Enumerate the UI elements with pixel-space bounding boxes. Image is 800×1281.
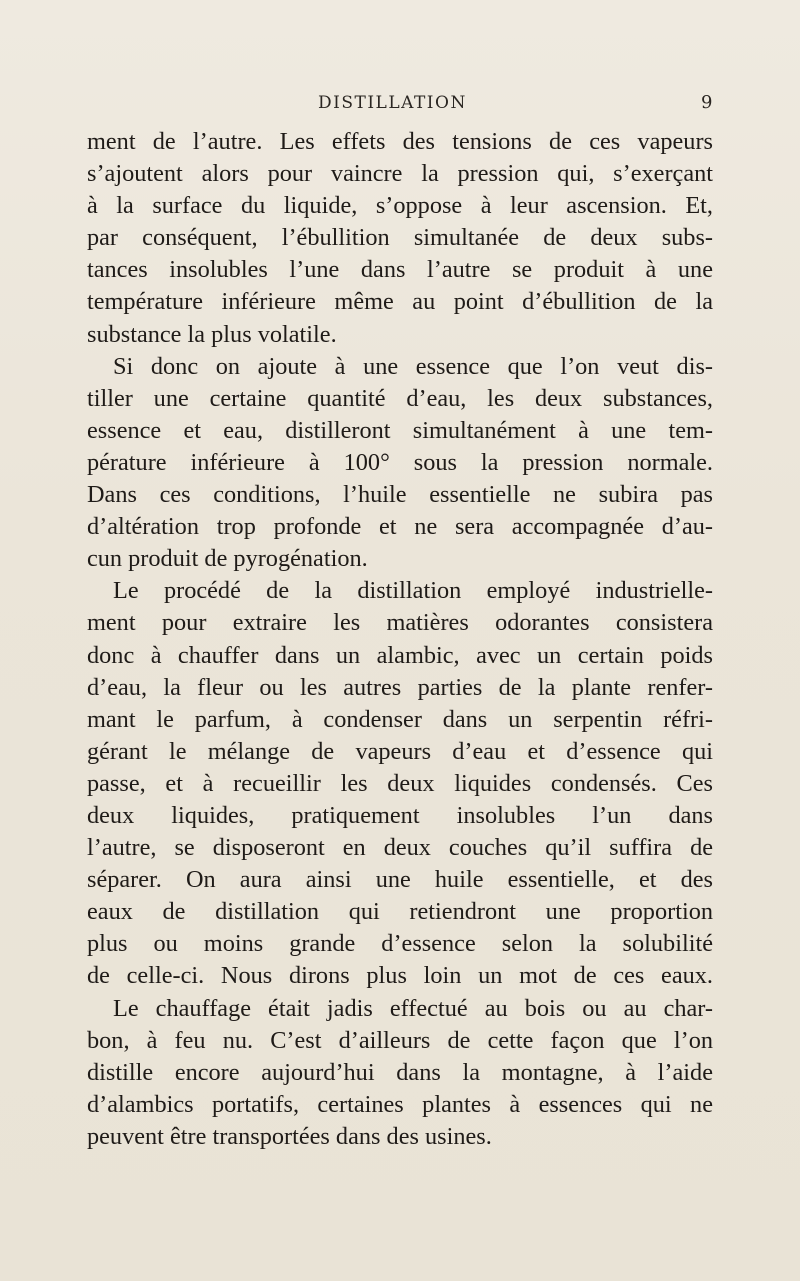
text-line: substance la plus volatile.	[87, 320, 337, 348]
text-line: Dans ces conditions, l’huile essentielle ne subira pas	[87, 481, 713, 509]
text-line: séparer. On aura ainsi une huile essentielle, et des	[87, 866, 713, 894]
text-line: d’altération trop profonde et ne sera accompagnée d’au-	[87, 513, 713, 541]
text-line: Le chauffage était jadis effectué au bois ou au char-	[113, 994, 713, 1022]
page-number: 9	[701, 92, 713, 113]
text-line: bon, à feu nu. C’est d’ailleurs de cette façon que l’on	[87, 1026, 713, 1054]
text-line: par conséquent, l’ébullition simultanée de deux subs-	[87, 224, 713, 252]
text-line: eaux de distillation qui retiendront une proportion	[87, 898, 713, 926]
text-line: pérature inférieure à 100° sous la pression normale.	[87, 448, 713, 476]
text-line: peuvent être transportées dans des usines.	[87, 1122, 492, 1150]
text-line: à la surface du liquide, s’oppose à leur ascension. Et,	[87, 192, 713, 220]
text-line: cun produit de pyrogénation.	[87, 545, 368, 573]
text-line: donc à chauffer dans un alambic, avec un certain poids	[87, 641, 713, 669]
text-line: d’alambics portatifs, certaines plantes à essences qui ne	[87, 1090, 713, 1118]
text-line: passe, et à recueillir les deux liquides condensés. Ces	[87, 769, 713, 797]
text-line: l’autre, se disposeront en deux couches qu’il suffira de	[87, 834, 713, 862]
text-line: d’eau, la fleur ou les autres parties de la plante renfer-	[87, 673, 713, 701]
text-line: ment de l’autre. Les effets des tensions de ces vapeurs	[87, 128, 713, 155]
text-line: ment pour extraire les matières odorantes consistera	[87, 609, 713, 637]
text-line: Si donc on ajoute à une essence que l’on veut dis-	[113, 352, 713, 380]
text-line: distille encore aujourd’hui dans la montagne, à l’aide	[87, 1058, 713, 1086]
text-line: deux liquides, pratiquement insolubles l’un dans	[87, 801, 713, 829]
body-text	[87, 126, 713, 1153]
page-header	[0, 93, 800, 117]
text-line: Le procédé de la distillation employé industrielle-	[113, 577, 713, 605]
text-line: de celle-ci. Nous dirons plus loin un mot de ces eaux.	[87, 962, 713, 990]
text-line: température inférieure même au point d’ébullition de la	[87, 288, 713, 316]
text-line: s’ajoutent alors pour vaincre la pression qui, s’exerçant	[87, 160, 713, 188]
text-line: essence et eau, distilleront simultanément à une tem-	[87, 416, 713, 444]
text-line: tances insolubles l’une dans l’autre se produit à une	[87, 256, 713, 284]
text-line: tiller une certaine quantité d’eau, les deux substances,	[87, 384, 713, 412]
text-line: gérant le mélange de vapeurs d’eau et d’essence qui	[87, 737, 713, 765]
text-line: mant le parfum, à condenser dans un serpentin réfri-	[87, 705, 713, 733]
running-head: DISTILLATION	[318, 93, 467, 113]
text-line: plus ou moins grande d’essence selon la solubilité	[87, 930, 713, 958]
